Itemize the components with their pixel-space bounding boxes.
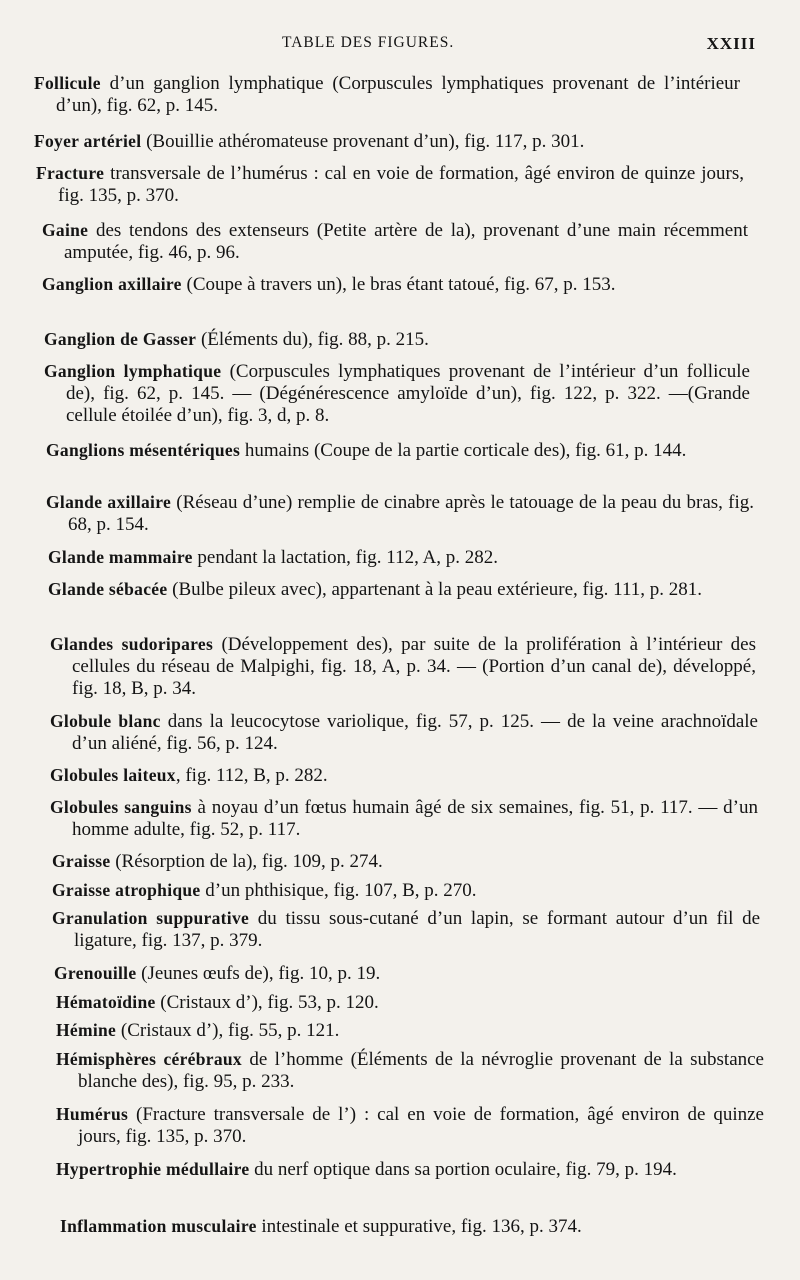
entry-heading: Granulation suppurative [52,908,250,928]
index-entry [54,962,762,985]
index-entry [50,796,758,841]
entry-text: , fig. 112, B, p. 282. [175,765,328,786]
index-entry [52,907,760,952]
page-number: XXIII [706,34,756,53]
entry-text: (Résorption de la), fig. 109, p. 274. [110,851,383,872]
index-entry [34,130,740,153]
entry-heading: Glande sébacée [48,579,168,599]
index-entry [56,1019,762,1042]
entry-heading: Globule blanc [50,711,161,731]
entry-heading: Inflammation musculaire [60,1216,257,1236]
running-title: TABLE DES FIGURES. [282,34,455,51]
index-entry [34,72,740,117]
entry-heading: Ganglion axillaire [42,274,182,294]
entry-text: dans la leucocytose variolique, fig. 57, p. 125. — de la veine arachnoïdale d’un aliéné, fig. 56, p. 124. [72,711,758,754]
entry-text: intestinale et suppurative, fig. 136, p. 374. [256,1216,582,1237]
entry-text: d’un phthisique, fig. 107, B, p. 270. [200,880,477,901]
entry-heading: Ganglions mésentériques [46,440,241,460]
index-entry [44,328,748,351]
entry-heading: Hématoïdine [56,992,156,1012]
entry-heading: Globules sanguins [50,797,192,817]
index-entry [50,633,756,700]
entry-heading: Ganglion de Gasser [44,329,197,349]
entry-heading: Glandes sudoripares [50,634,214,654]
index-entry [56,991,762,1014]
entry-heading: Graisse [52,851,111,871]
entry-heading: Hypertrophie médullaire [56,1159,250,1179]
running-head [0,34,800,60]
entry-text: (Cristaux d’), fig. 55, p. 121. [116,1020,340,1041]
entry-heading: Graisse atrophique [52,880,201,900]
entry-heading: Foyer artériel [34,131,142,151]
entry-text: de l’homme (Éléments de la névroglie provenant de la substance blanche des), fig. 95, p. 233. [78,1049,764,1092]
entry-text: (Développement des), par suite de la prolifération à l’intérieur des cellules du réseau de Malpighi, fig. 18, A, p. 34. — (Portion d’un canal de), développé, fig. 18, B, p. 34. [72,634,757,699]
entry-heading: Hémisphères cérébraux [56,1049,242,1069]
entry-text: (Bouillie athéromateuse provenant d’un), fig. 117, p. 301. [141,131,585,152]
entry-text: du tissu sous-cutané d’un lapin, se formant autour d’un fil de ligature, fig. 137, p. 379. [74,908,761,951]
index-entry [52,850,760,873]
entry-heading: Fracture [36,163,105,183]
index-entry [42,273,748,296]
index-entry [50,710,758,755]
entry-heading: Ganglion lymphatique [44,361,222,381]
entry-text: (Bulbe pileux avec), appartenant à la peau extérieure, fig. 111, p. 281. [167,579,703,600]
entry-text: (Fracture transversale de l’) : cal en voie de formation, âgé environ de quinze jours, fig. 135, p. 370. [78,1104,764,1147]
index-entry [56,1158,766,1181]
entry-text: (Coupe à travers un), le bras étant tatoué, fig. 67, p. 153. [181,274,616,295]
entry-heading: Grenouille [54,963,137,983]
entry-text: à noyau d’un fœtus humain âgé de six semaines, fig. 51, p. 117. — d’un homme adulte, fig. 52, p. 117. [72,797,758,840]
index-entry [36,162,744,207]
index-entry [46,439,752,462]
entry-heading: Gaine [42,220,89,240]
entry-heading: Follicule [34,73,101,93]
entry-heading: Glande axillaire [46,492,172,512]
index-entry [44,360,750,427]
entry-heading: Hémine [56,1020,117,1040]
index-entry [60,1215,766,1238]
index-entry [56,1048,764,1093]
index-entry [46,491,754,536]
entry-text: du nerf optique dans sa portion oculaire, fig. 79, p. 194. [249,1159,677,1180]
entry-text: pendant la lactation, fig. 112, A, p. 282. [192,547,499,568]
entry-heading: Humérus [56,1104,129,1124]
index-entry [48,546,754,569]
entry-text: (Réseau d’une) remplie de cinabre après le tatouage de la peau du bras, fig. 68, p. 154. [68,492,754,535]
entry-heading: Glande mammaire [48,547,193,567]
entry-text: (Éléments du), fig. 88, p. 215. [196,329,429,350]
index-entry [56,1103,764,1148]
index-entry [52,879,760,902]
index-entry [48,578,756,601]
entry-text: des tendons des extenseurs (Petite artère de la), provenant d’une main récemment amputée, fig. 46, p. 96. [64,220,748,263]
entry-text: humains (Coupe de la partie corticale des), fig. 61, p. 144. [240,440,687,461]
entry-text: transversale de l’humérus : cal en voie de formation, âgé environ de quinze jours, fig. 135, p. 370. [58,163,744,206]
entry-text: d’un ganglion lymphatique (Corpuscules lymphatiques provenant de l’intérieur d’un), fig. 62, p. 145. [56,73,740,116]
entry-text: (Cristaux d’), fig. 53, p. 120. [155,992,379,1013]
entry-text: (Jeunes œufs de), fig. 10, p. 19. [136,963,381,984]
entry-heading: Globules laiteux [50,765,176,785]
entry-text: (Corpuscules lymphatiques provenant de l’intérieur d’un follicule de), fig. 62, p. 145. — (Dégénérescence amyloïde d’un), fig. 122, p. 322. —(Grande cellule étoilée d’un), fig. 3, d, p. 8. [66,361,750,426]
index-entry [50,764,758,787]
index-entry [42,219,748,264]
